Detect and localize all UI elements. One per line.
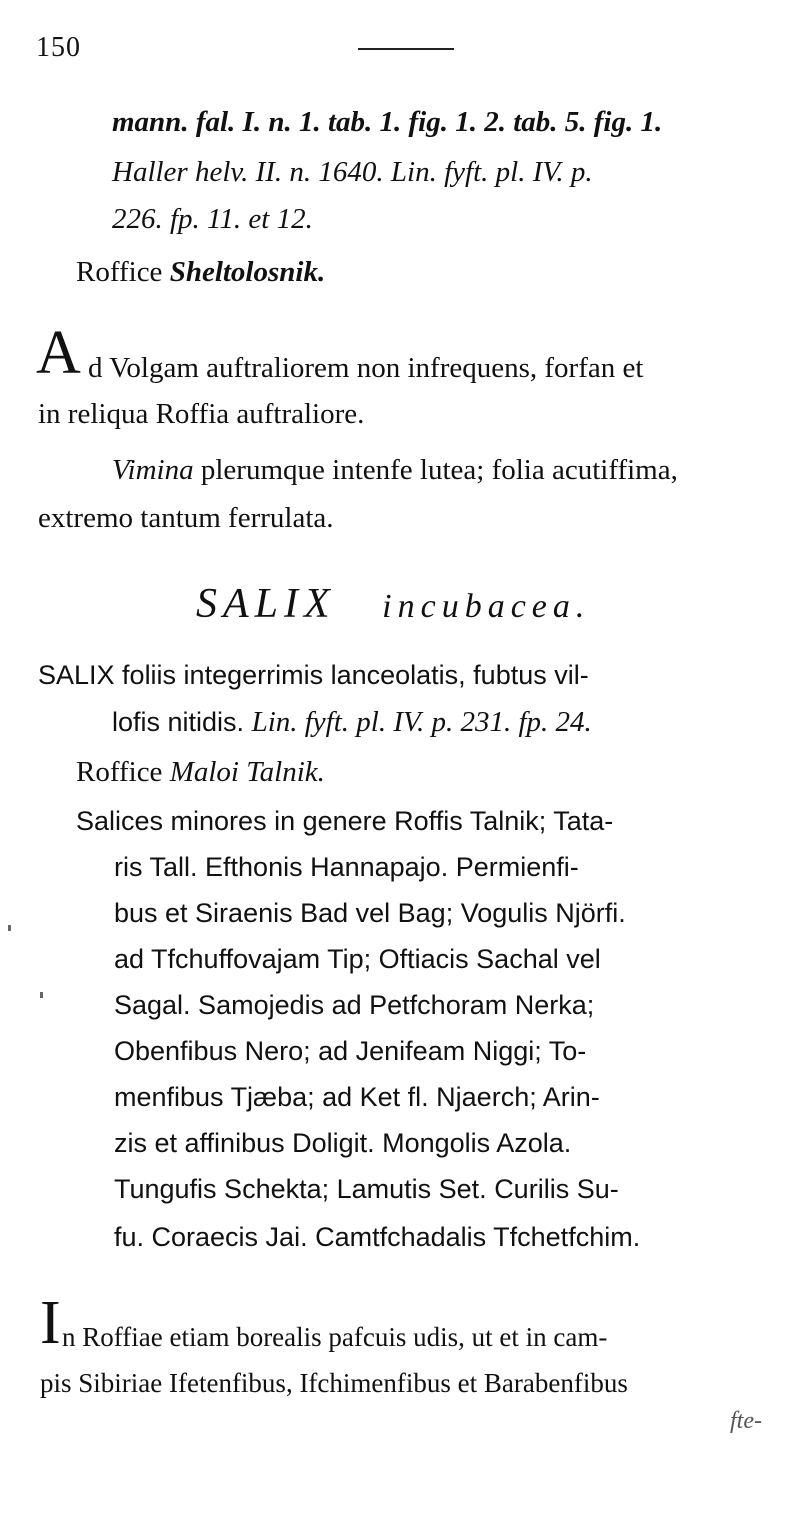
russian-label-2: Roffice (76, 756, 170, 788)
para3-line-2: pis Sibiriae Ifetenfibus, Ifchimenfibus et Barabenfibus (40, 1368, 628, 1398)
diagnosis-reference: Lin. fyft. pl. IV. p. 231. fp. 24. (251, 706, 592, 738)
species-name: incubacea. (382, 588, 591, 625)
diagnosis-line-1: SALIX foliis integerrimis lanceolatis, fubtus vil- (38, 660, 589, 690)
diagnosis-line-2-roman: lofis nitidis. (112, 707, 252, 737)
names-line: Tungufis Schekta; Lamutis Set. Curilis Su- (114, 1174, 619, 1204)
para1-line-1: d Volgam auftraliorem non infrequens, forfan et (88, 352, 644, 384)
catchword: fte- (730, 1408, 762, 1434)
drop-cap-a: A (36, 319, 81, 387)
vimina-word: Vimina (112, 454, 194, 486)
names-line: fu. Coraecis Jai. Camtfchadalis Tfchetfchim. (114, 1222, 641, 1252)
citation-line-3: 226. fp. 11. et 12. (112, 203, 313, 235)
russian-label: Roffice (76, 256, 170, 288)
names-line: Obenfibus Nero; ad Jenifeam Niggi; To- (114, 1036, 587, 1066)
para2-line-1 (112, 454, 678, 487)
names-line: ris Tall. Efthonis Hannapajo. Permienfi- (114, 852, 579, 882)
page-number: 150 (36, 32, 81, 63)
russian-name: Sheltolosnik. (169, 256, 326, 288)
drop-cap-i: I (40, 1289, 61, 1357)
para2-line-2: extremo tantum ferrulata. (38, 502, 334, 534)
species-heading (196, 580, 590, 628)
margin-speck (40, 992, 43, 998)
para2-line-1-rest: plerumque intenfe lutea; folia acutiffima, (193, 454, 678, 486)
citation-line-1: mann. fal. I. n. 1. tab. 1. fig. 1. 2. tab. 5. fig. 1. (112, 106, 663, 138)
russian-name-line (76, 256, 325, 289)
citation-line-2: Haller helv. II. n. 1640. Lin. fyft. pl. IV. p. (112, 156, 593, 188)
diagnosis-line-2 (112, 706, 592, 739)
names-line: bus et Siraenis Bad vel Bag; Vogulis Njörfi. (114, 898, 626, 928)
para3-line-1: n Roffiae etiam borealis pafcuis udis, ut et in cam- (62, 1322, 608, 1352)
names-line: ad Tfchuffovajam Tip; Oftiacis Sachal vel (114, 944, 601, 974)
margin-speck (8, 925, 11, 931)
names-line: zis et affinibus Doligit. Mongolis Azola. (114, 1128, 572, 1158)
para1-line-2: in reliqua Roffia auftraliore. (38, 398, 365, 430)
genus-name: SALIX (196, 581, 336, 627)
names-line: menfibus Tjæba; ad Ket fl. Njaerch; Arin- (114, 1082, 600, 1112)
names-line: Sagal. Samojedis ad Petfchoram Nerka; (114, 990, 595, 1020)
header-rule (358, 48, 454, 50)
diagnosis-line-3 (76, 756, 325, 789)
names-line: Salices minores in genere Roffis Talnik; Tata- (76, 806, 614, 836)
russian-name-2: Maloi Talnik. (169, 756, 325, 788)
